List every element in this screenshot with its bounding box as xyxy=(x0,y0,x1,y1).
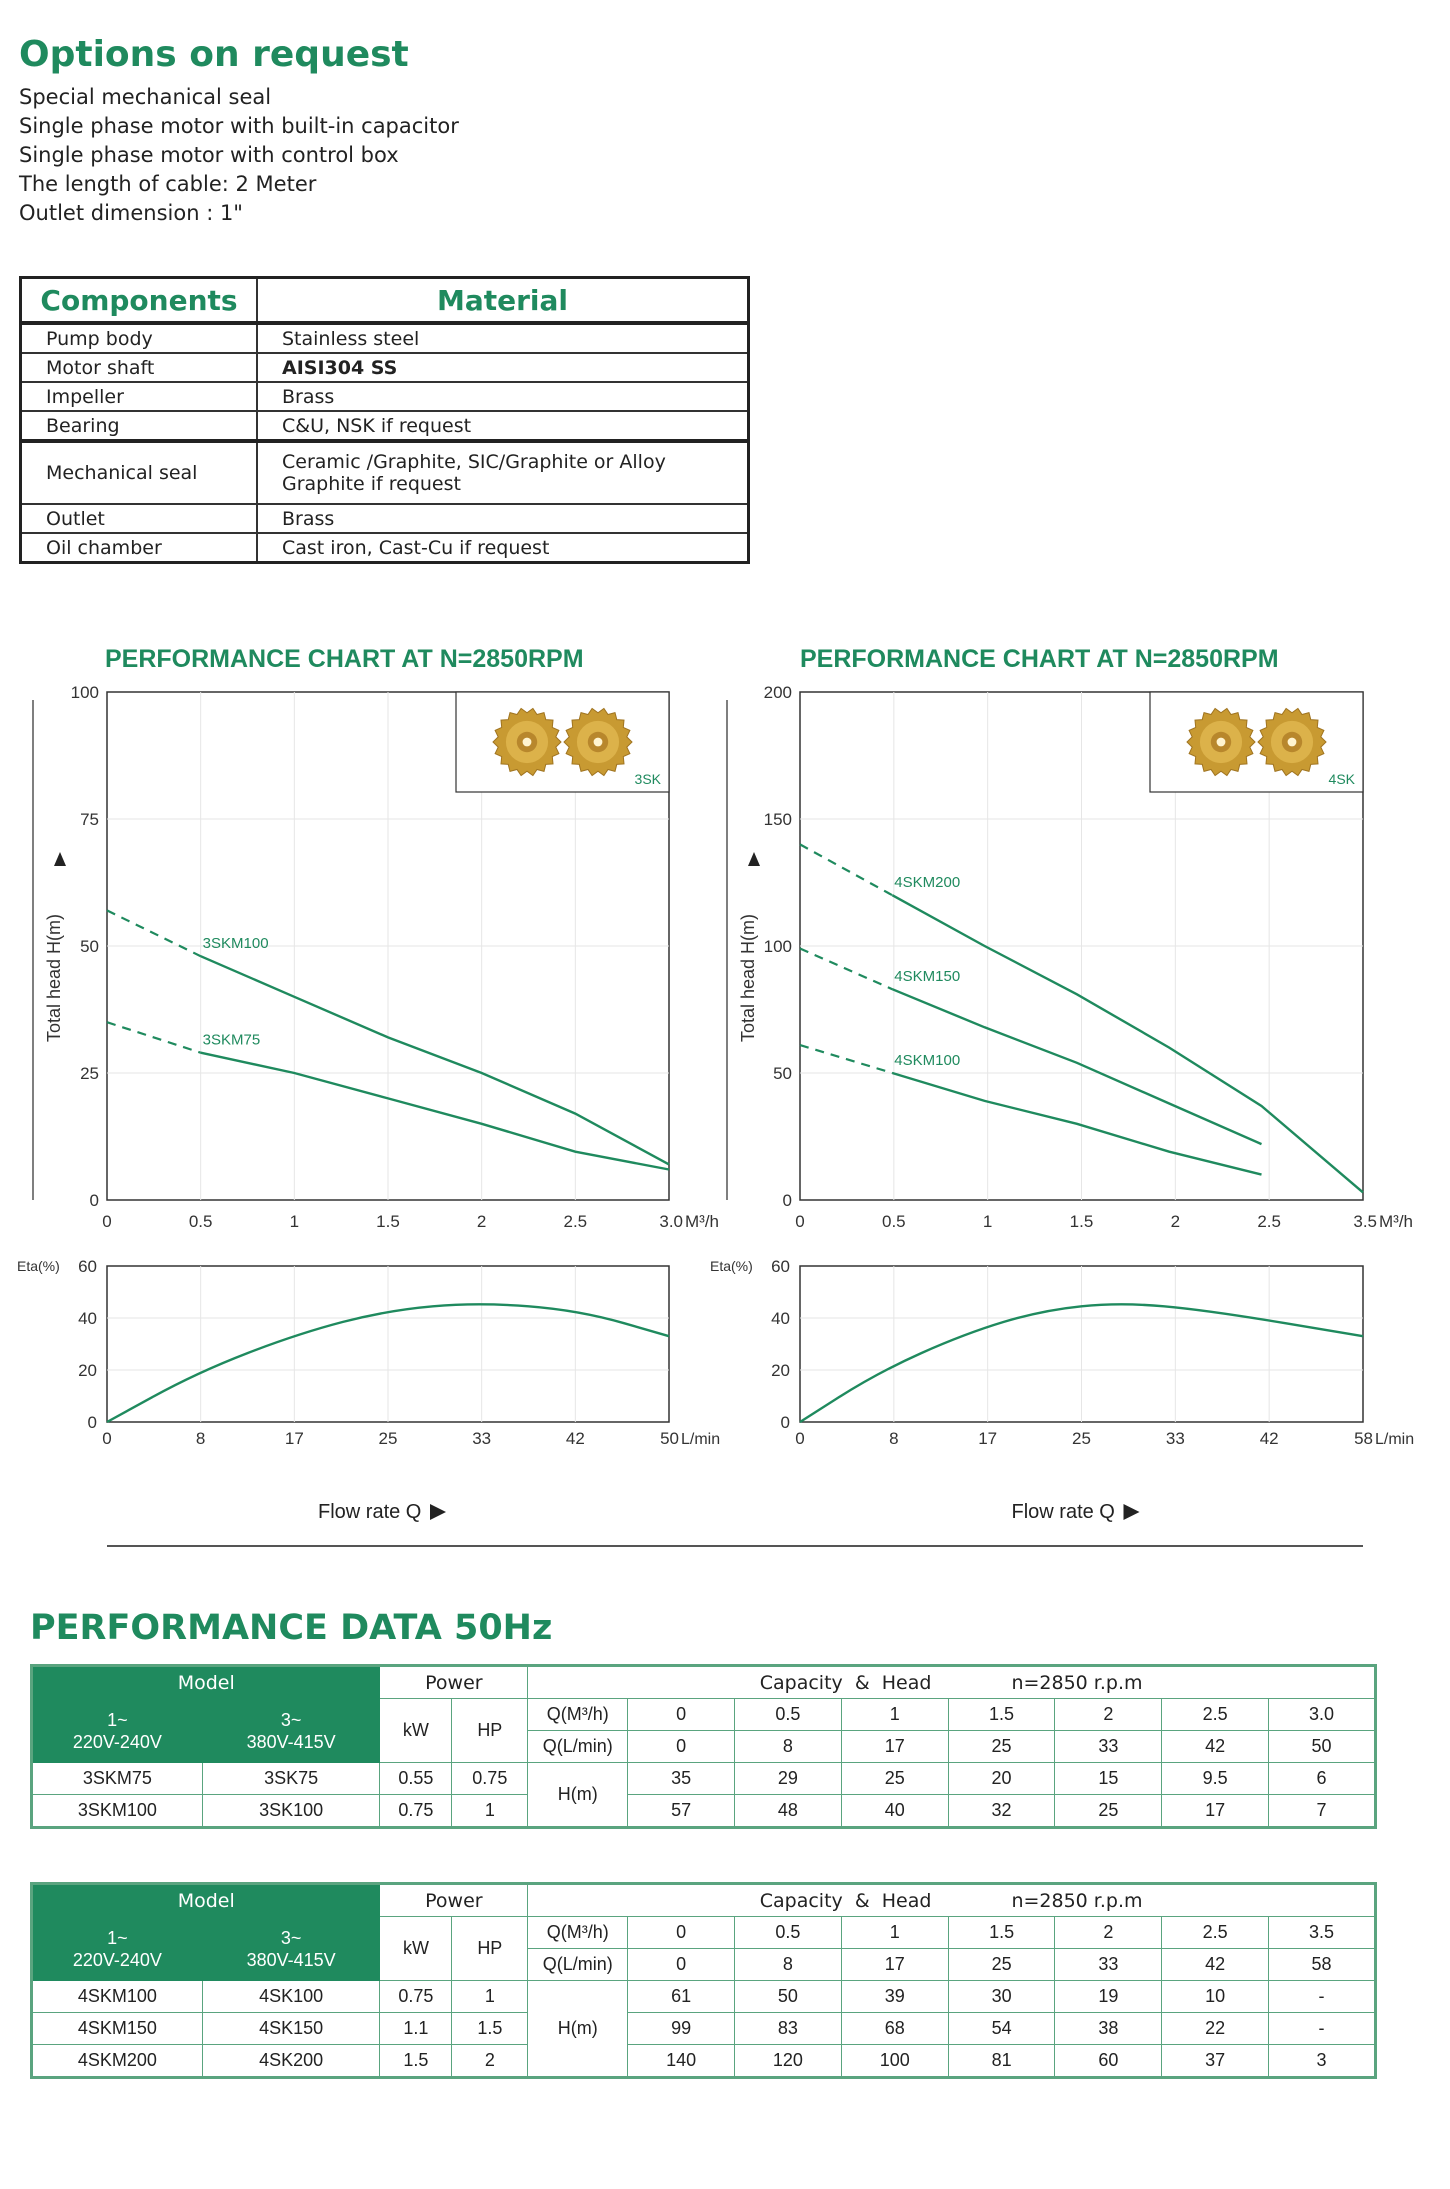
head-value: 35 xyxy=(628,1763,735,1795)
q-l-value: 0 xyxy=(628,1949,735,1981)
chart-title: PERFORMANCE CHART AT N=2850RPM xyxy=(800,645,1279,673)
arrow-up-icon xyxy=(748,852,760,866)
eta-x-tick-label: 17 xyxy=(284,1429,304,1448)
head-label: H(m) xyxy=(528,1763,628,1828)
head-value: 15 xyxy=(1055,1763,1162,1795)
x-tick-label: 1 xyxy=(289,1212,300,1231)
material-cell: Stainless steel xyxy=(257,323,749,353)
model-single-phase: 4SKM100 xyxy=(32,1981,203,2013)
x-tick-label: 1 xyxy=(982,1212,993,1231)
head-value: 20 xyxy=(948,1763,1055,1795)
eta-x-unit: L/min xyxy=(1375,1431,1415,1448)
q-m3-value: 1 xyxy=(841,1699,948,1731)
head-value: 6 xyxy=(1269,1763,1376,1795)
eta-y-tick-label: 60 xyxy=(78,1257,97,1276)
x-tick-label: 0.5 xyxy=(188,1212,213,1231)
component-cell: Oil chamber xyxy=(21,533,258,563)
head-label: H(m) xyxy=(528,1981,628,2078)
speed-label: n=2850 r.p.m xyxy=(1011,1889,1143,1912)
x-tick-label: 3.0 xyxy=(659,1212,683,1231)
q-m3-value: 0.5 xyxy=(735,1917,842,1949)
q-m3-value: 0.5 xyxy=(735,1699,842,1731)
q-l-label: Q(L/min) xyxy=(528,1731,628,1763)
head-value: - xyxy=(1269,2013,1376,2045)
arrow-right-icon xyxy=(1124,1504,1140,1520)
q-l-value: 33 xyxy=(1055,1949,1162,1981)
q-m3-value: 1 xyxy=(841,1917,948,1949)
series-line-dashed xyxy=(800,844,892,895)
component-cell: Outlet xyxy=(21,504,258,533)
option-item: Single phase motor with control box xyxy=(19,143,399,167)
x-tick-label: 0 xyxy=(102,1212,112,1231)
head-value: 60 xyxy=(1055,2045,1162,2078)
table-row xyxy=(21,323,749,353)
eta-x-tick-label: 8 xyxy=(889,1429,899,1448)
hp-header: HP xyxy=(452,1699,528,1763)
x-tick-label: 2 xyxy=(476,1212,487,1231)
model-three-phase: 4SK150 xyxy=(202,2013,380,2045)
eta-y-tick-label: 20 xyxy=(771,1361,790,1380)
y-tick-label: 0 xyxy=(782,1191,792,1210)
material-header: Material xyxy=(257,278,749,324)
head-value: 10 xyxy=(1162,1981,1269,2013)
material-cell: Brass xyxy=(257,382,749,411)
series-label: 4SKM100 xyxy=(894,1052,961,1069)
table-row xyxy=(21,441,749,504)
capacity-head-label: Capacity & Head xyxy=(759,1889,932,1912)
q-m3-value: 3.5 xyxy=(1269,1917,1376,1949)
model-three-phase: 3SK75 xyxy=(202,1763,380,1795)
head-value: 68 xyxy=(841,2013,948,2045)
component-cell: Motor shaft xyxy=(21,353,258,382)
series-line xyxy=(201,956,669,1164)
head-value: 22 xyxy=(1162,2013,1269,2045)
material-cell: C&U, NSK if request xyxy=(257,411,749,441)
y-tick-label: 25 xyxy=(80,1064,99,1083)
material-cell: AISI304 SS xyxy=(257,353,749,382)
q-l-value: 8 xyxy=(735,1949,842,1981)
head-value: 7 xyxy=(1269,1795,1376,1828)
head-value: 30 xyxy=(948,1981,1055,2013)
q-m3-value: 2 xyxy=(1055,1917,1162,1949)
head-value: 99 xyxy=(628,2013,735,2045)
eta-y-tick-label: 20 xyxy=(78,1361,97,1380)
eta-x-tick-label: 42 xyxy=(565,1429,585,1448)
power-kw: 0.75 xyxy=(380,1981,452,2013)
series-line-dashed xyxy=(107,1022,201,1052)
q-l-value: 25 xyxy=(948,1949,1055,1981)
single-phase-header: 1~ 220V-240V xyxy=(32,1699,203,1763)
option-item: The length of cable: 2 Meter xyxy=(19,172,317,196)
q-l-value: 8 xyxy=(735,1731,842,1763)
eta-y-tick-label: 40 xyxy=(78,1309,97,1328)
component-cell: Impeller xyxy=(21,382,258,411)
head-value: 61 xyxy=(628,1981,735,2013)
material-cell: Brass xyxy=(257,504,749,533)
component-cell: Pump body xyxy=(21,323,258,353)
eta-x-tick-label: 33 xyxy=(472,1429,492,1448)
power-header: Power xyxy=(380,1666,528,1699)
gear-bore xyxy=(594,738,603,747)
performance-table-4sk xyxy=(30,1882,1377,2079)
option-item: Single phase motor with built-in capacitor xyxy=(19,114,459,138)
components-table xyxy=(19,276,750,564)
head-value: 81 xyxy=(948,2045,1055,2078)
x-tick-label: 2.5 xyxy=(1257,1212,1281,1231)
q-m3-value: 0 xyxy=(628,1699,735,1731)
head-value: 57 xyxy=(628,1795,735,1828)
series-label: 4SKM150 xyxy=(894,968,961,986)
head-value: 25 xyxy=(841,1763,948,1795)
y-tick-label: 100 xyxy=(763,937,792,956)
table-row xyxy=(32,2013,1376,2045)
x-tick-label: 2 xyxy=(1170,1212,1181,1231)
q-l-label: Q(L/min) xyxy=(528,1949,628,1981)
series-line xyxy=(201,1053,669,1170)
q-l-value: 50 xyxy=(1269,1731,1376,1763)
component-cell: Bearing xyxy=(21,411,258,441)
flow-rate-label: Flow rate Q xyxy=(1011,1501,1115,1523)
q-m3-value: 2 xyxy=(1055,1699,1162,1731)
three-phase-header: 3~ 380V-415V xyxy=(202,1917,380,1981)
power-header: Power xyxy=(380,1884,528,1917)
q-m3-label: Q(M³/h) xyxy=(528,1699,628,1731)
head-value: 17 xyxy=(1162,1795,1269,1828)
eta-y-tick-label: 0 xyxy=(87,1413,97,1432)
x-unit-label: M³/h xyxy=(685,1212,719,1231)
q-m3-value: 1.5 xyxy=(948,1917,1055,1949)
x-tick-label: 1.5 xyxy=(376,1212,400,1231)
hp-header: HP xyxy=(452,1917,528,1981)
y-axis-label: Total head H(m) xyxy=(44,913,64,1043)
single-phase-header: 1~ 220V-240V xyxy=(32,1917,203,1981)
head-value: 83 xyxy=(735,2013,842,2045)
eta-x-tick-label: 25 xyxy=(1072,1429,1091,1448)
power-hp: 1 xyxy=(452,1795,528,1828)
x-unit-label: M³/h xyxy=(1379,1212,1413,1231)
gear-bore xyxy=(523,738,532,747)
head-value: 50 xyxy=(735,1981,842,2013)
component-cell: Mechanical seal xyxy=(21,441,258,504)
q-m3-value: 1.5 xyxy=(948,1699,1055,1731)
gear-bore xyxy=(1288,738,1297,747)
q-l-value: 42 xyxy=(1162,1731,1269,1763)
model-three-phase: 4SK100 xyxy=(202,1981,380,2013)
head-value: 140 xyxy=(628,2045,735,2078)
performance-table-3sk xyxy=(30,1664,1377,1829)
performance-data-title: PERFORMANCE DATA 50Hz xyxy=(30,1608,553,1648)
option-item: Special mechanical seal xyxy=(19,85,272,109)
model-three-phase: 3SK100 xyxy=(202,1795,380,1828)
x-tick-label: 1.5 xyxy=(1069,1212,1094,1231)
head-value: - xyxy=(1269,1981,1376,2013)
x-tick-label: 2.5 xyxy=(563,1212,588,1231)
series-line-dashed xyxy=(800,1045,892,1073)
eta-x-tick-label: 0 xyxy=(102,1429,112,1448)
capacity-head-header xyxy=(528,1884,1376,1917)
power-kw: 1.5 xyxy=(380,2045,452,2078)
q-m3-value: 2.5 xyxy=(1162,1699,1269,1731)
eta-x-unit: L/min xyxy=(681,1431,721,1448)
x-tick-label: 0 xyxy=(795,1212,805,1231)
speed-label: n=2850 r.p.m xyxy=(1011,1671,1143,1694)
arrow-up-icon xyxy=(54,852,66,866)
power-kw: 0.55 xyxy=(380,1763,452,1795)
eta-x-tick-label: 8 xyxy=(195,1429,206,1448)
table-row xyxy=(21,504,749,533)
flow-rate-label: Flow rate Q xyxy=(318,1501,422,1523)
head-value: 48 xyxy=(735,1795,842,1828)
eta-y-tick-label: 60 xyxy=(771,1257,790,1276)
head-value: 9.5 xyxy=(1162,1763,1269,1795)
gear-bore xyxy=(1217,738,1226,747)
head-value: 3 xyxy=(1269,2045,1376,2078)
y-tick-label: 75 xyxy=(80,810,99,829)
inset-label: 4SK xyxy=(1328,771,1355,787)
y-tick-label: 100 xyxy=(70,683,99,702)
table-row xyxy=(32,1763,1376,1795)
q-l-value: 33 xyxy=(1055,1731,1162,1763)
x-tick-label: 3.5 xyxy=(1353,1212,1377,1231)
y-axis-label: Total head H(m) xyxy=(738,913,758,1043)
eta-x-tick-label: 58 xyxy=(1354,1429,1373,1448)
kw-header: kW xyxy=(380,1917,452,1981)
material-cell: Ceramic /Graphite, SIC/Graphite or Alloy Graphite if request xyxy=(257,441,749,504)
eta-y-tick-label: 40 xyxy=(771,1309,790,1328)
power-hp: 1 xyxy=(452,1981,528,2013)
arrow-right-icon xyxy=(430,1504,446,1520)
options-list xyxy=(19,83,459,228)
power-hp: 2 xyxy=(452,2045,528,2078)
components-header: Components xyxy=(21,278,258,324)
head-value: 120 xyxy=(735,2045,842,2078)
capacity-head-header xyxy=(528,1666,1376,1699)
eta-x-tick-label: 17 xyxy=(978,1429,998,1448)
q-l-value: 17 xyxy=(841,1731,948,1763)
head-value: 37 xyxy=(1162,2045,1269,2078)
head-value: 39 xyxy=(841,1981,948,2013)
inset-label: 3SK xyxy=(634,771,661,787)
y-tick-label: 50 xyxy=(80,937,99,956)
table-row xyxy=(21,411,749,441)
model-single-phase: 3SKM75 xyxy=(32,1763,203,1795)
series-line-dashed xyxy=(107,910,201,956)
power-hp: 1.5 xyxy=(452,2013,528,2045)
eta-y-tick-label: 0 xyxy=(780,1413,790,1432)
eta-y-label: Eta(%) xyxy=(710,1258,753,1274)
three-phase-header: 3~ 380V-415V xyxy=(202,1699,380,1763)
head-value: 40 xyxy=(841,1795,948,1828)
series-label: 3SKM75 xyxy=(202,1031,261,1049)
table-row xyxy=(32,1795,1376,1828)
q-l-value: 58 xyxy=(1269,1949,1376,1981)
model-single-phase: 3SKM100 xyxy=(32,1795,203,1828)
table-row xyxy=(32,2045,1376,2078)
eta-x-tick-label: 42 xyxy=(1259,1429,1279,1448)
head-value: 54 xyxy=(948,2013,1055,2045)
y-tick-label: 50 xyxy=(773,1064,792,1083)
option-item: Outlet dimension : 1" xyxy=(19,201,243,225)
head-value: 25 xyxy=(1055,1795,1162,1828)
power-kw: 1.1 xyxy=(380,2013,452,2045)
head-value: 29 xyxy=(735,1763,842,1795)
model-header: Model xyxy=(32,1884,380,1917)
kw-header: kW xyxy=(380,1699,452,1763)
performance-charts xyxy=(0,620,1450,1560)
series-label: 3SKM100 xyxy=(202,935,269,953)
table-row xyxy=(32,1981,1376,2013)
table-row xyxy=(21,382,749,411)
chart-title: PERFORMANCE CHART AT N=2850RPM xyxy=(105,645,584,673)
model-header: Model xyxy=(32,1666,380,1699)
series-line xyxy=(892,895,1363,1192)
eta-x-tick-label: 50 xyxy=(660,1429,679,1448)
head-value: 32 xyxy=(948,1795,1055,1828)
y-tick-label: 150 xyxy=(763,810,792,829)
head-value: 100 xyxy=(841,2045,948,2078)
material-cell: Cast iron, Cast-Cu if request xyxy=(257,533,749,563)
series-label: 4SKM200 xyxy=(894,874,961,892)
y-tick-label: 0 xyxy=(89,1191,99,1210)
q-l-value: 25 xyxy=(948,1731,1055,1763)
series-line-dashed xyxy=(800,949,892,990)
q-m3-label: Q(M³/h) xyxy=(528,1917,628,1949)
head-value: 38 xyxy=(1055,2013,1162,2045)
q-m3-value: 2.5 xyxy=(1162,1917,1269,1949)
eta-y-label: Eta(%) xyxy=(17,1258,60,1274)
q-m3-value: 0 xyxy=(628,1917,735,1949)
eta-x-tick-label: 0 xyxy=(795,1429,805,1448)
model-single-phase: 4SKM150 xyxy=(32,2013,203,2045)
q-m3-value: 3.0 xyxy=(1269,1699,1376,1731)
power-kw: 0.75 xyxy=(380,1795,452,1828)
power-hp: 0.75 xyxy=(452,1763,528,1795)
head-value: 19 xyxy=(1055,1981,1162,2013)
table-row xyxy=(21,533,749,563)
model-single-phase: 4SKM200 xyxy=(32,2045,203,2078)
model-three-phase: 4SK200 xyxy=(202,2045,380,2078)
q-l-value: 0 xyxy=(628,1731,735,1763)
q-l-value: 42 xyxy=(1162,1949,1269,1981)
q-l-value: 17 xyxy=(841,1949,948,1981)
options-title: Options on request xyxy=(19,34,409,75)
x-tick-label: 0.5 xyxy=(882,1212,906,1231)
eta-x-tick-label: 25 xyxy=(378,1429,398,1448)
capacity-head-label: Capacity & Head xyxy=(759,1671,932,1694)
table-row xyxy=(21,353,749,382)
eta-x-tick-label: 33 xyxy=(1165,1429,1185,1448)
y-tick-label: 200 xyxy=(763,683,792,702)
